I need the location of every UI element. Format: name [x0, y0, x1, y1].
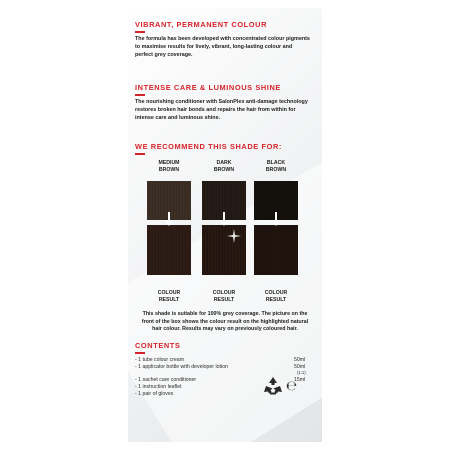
note-line: front of the box shows the colour result on the highlighted natural — [141, 318, 309, 325]
coverage-note — [135, 311, 315, 334]
section-title-care: INTENSE CARE & LUMINOUS SHINE — [135, 83, 281, 92]
result-line: COLOUR — [212, 290, 236, 296]
shade-label-line: BROWN — [265, 167, 287, 173]
result-line: COLOUR — [264, 290, 288, 296]
result-line: RESULT — [158, 297, 180, 303]
section-body-vibrant — [135, 35, 311, 59]
result-line: RESULT — [213, 297, 235, 303]
result-line: RESULT — [265, 297, 287, 303]
amount-ratio: (1:1) — [297, 370, 306, 375]
shade-label-medium-brown — [147, 160, 191, 174]
result-label — [254, 290, 298, 304]
section-rule — [135, 153, 145, 155]
result-label — [147, 290, 191, 304]
contents-item: - 1 pair of gloves — [135, 391, 174, 397]
section-title-vibrant: VIBRANT, PERMANENT COLOUR — [135, 20, 268, 29]
contents-item: - 1 tube colour cream — [135, 357, 185, 363]
note-line: hair colour. Results may vary on previously coloured hair. — [152, 326, 298, 333]
shade-label-black-brown — [254, 160, 298, 174]
note-line: This shade is suitable for 100% grey coverage. The picture on the — [142, 311, 308, 317]
hair-swatch-after — [254, 225, 298, 275]
body-line: The formula has been developed with concentrated colour pigments — [135, 36, 310, 42]
body-line: intense care and luminous shine. — [135, 115, 221, 121]
contents-item: - 1 sachet care conditioner — [135, 377, 197, 383]
arrow-down-icon — [272, 212, 280, 226]
section-body-care — [135, 98, 311, 122]
section-rule — [135, 94, 145, 96]
shade-label-line: BROWN — [158, 167, 180, 173]
amount-developer: 50ml — [294, 364, 306, 370]
recycle-icon — [263, 376, 283, 396]
body-line: The nourishing conditioner with SalonPlex anti-damage technology — [135, 99, 308, 105]
section-rule — [135, 352, 145, 354]
result-line: COLOUR — [157, 290, 181, 296]
shade-label-line: MEDIUM — [158, 160, 180, 166]
hair-swatch-after — [147, 225, 191, 275]
shade-label-line: BLACK — [266, 160, 286, 166]
shade-label-line: BROWN — [213, 167, 235, 173]
section-title-recommend: WE RECOMMEND THIS SHADE FOR: — [135, 142, 282, 151]
sparkle-icon — [227, 229, 241, 243]
body-line: perfect grey coverage. — [135, 52, 193, 58]
amount-colour-cream: 50ml — [294, 357, 306, 363]
body-line: restores broken hair bonds and repairs the hair from within for — [135, 107, 296, 113]
body-line: to maximise results for lively, vibrant, long-lasting colour and — [135, 44, 293, 50]
shade-label-line: DARK — [216, 160, 232, 166]
arrow-down-icon — [165, 212, 173, 226]
estimated-sign-icon: ℮ — [286, 379, 298, 394]
shade-label-dark-brown — [202, 160, 246, 174]
section-title-contents: CONTENTS — [135, 341, 181, 350]
result-label — [202, 290, 246, 304]
arrow-down-icon — [220, 212, 228, 226]
section-rule — [135, 31, 145, 33]
contents-item: - 1 applicator bottle with developer lotion — [135, 364, 228, 370]
amount-conditioner: 15ml — [294, 377, 306, 383]
contents-item: - 1 instruction leaflet — [135, 384, 182, 390]
